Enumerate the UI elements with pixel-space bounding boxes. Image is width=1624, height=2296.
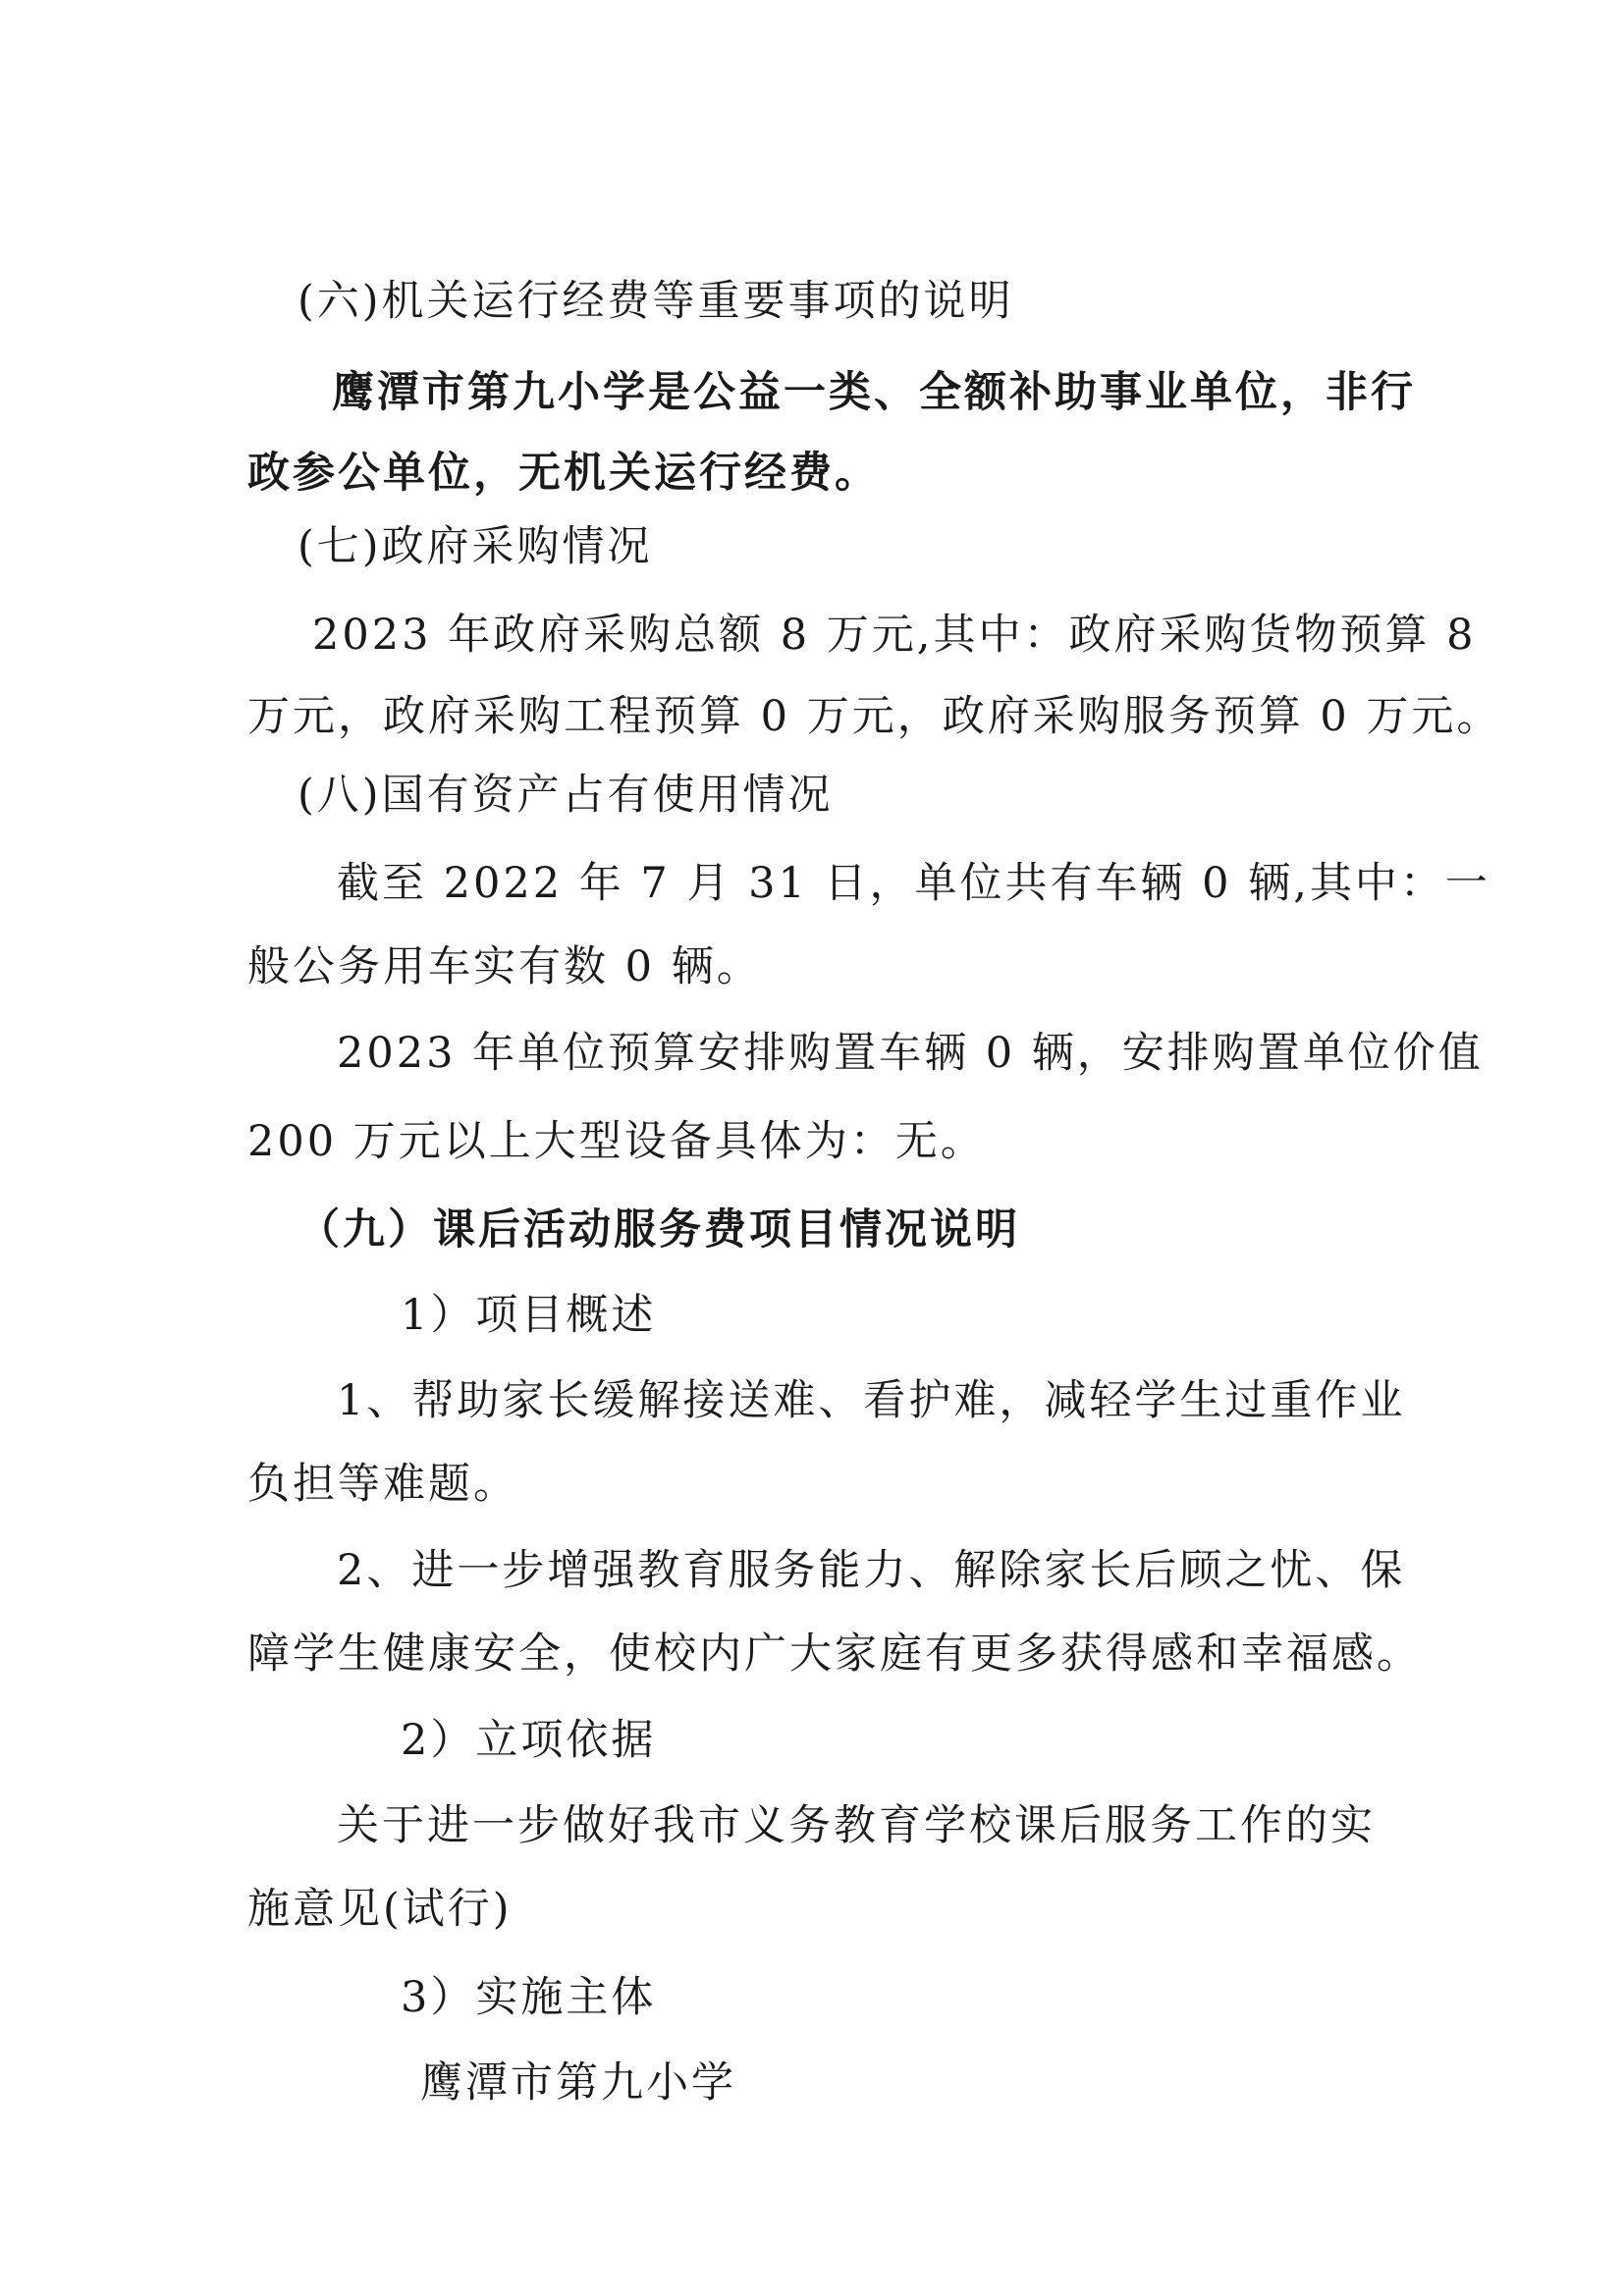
section-9-subheading-1: 1）项目概述 — [401, 1291, 657, 1340]
section-7-heading: (七)政府采购情况 — [298, 522, 653, 571]
section-6-paragraph-line-1: 鹰潭市第九小学是公益一类、全额补助事业单位，非行 — [332, 368, 1416, 417]
section-9-heading: （九）课后活动服务费项目情况说明 — [298, 1205, 1020, 1255]
section-8-paragraph-1-line-2: 般公务用车实有数 0 辆。 — [247, 942, 762, 991]
section-9-item-1-line-2: 负担等难题。 — [247, 1460, 518, 1509]
section-7-paragraph-line-1: 2023 年政府采购总额 8 万元,其中：政府采购货物预算 8 — [312, 611, 1477, 660]
section-9-basis-line-2: 施意见(试行) — [247, 1885, 513, 1934]
section-8-heading: (八)国有资产占有使用情况 — [298, 771, 834, 820]
section-9-subheading-2: 2）立项依据 — [401, 1716, 657, 1765]
section-6-paragraph-line-2: 政参公单位，无机关运行经费。 — [247, 449, 880, 498]
section-9-item-2-line-1: 2、进一步增强教育服务能力、解除家长后顾之忧、保 — [337, 1546, 1406, 1595]
section-9-subheading-3: 3）实施主体 — [401, 1973, 657, 2022]
section-6-heading: (六)机关运行经费等重要事项的说明 — [298, 277, 1014, 326]
section-9-item-1-line-1: 1、帮助家长缓解接送难、看护难，减轻学生过重作业 — [337, 1376, 1406, 1425]
section-8-paragraph-1-line-1: 截至 2022 年 7 月 31 日，单位共有车辆 0 辆,其中：一 — [337, 859, 1490, 908]
section-9-entity: 鹰潭市第九小学 — [420, 2058, 736, 2108]
section-7-paragraph-line-2: 万元，政府采购工程预算 0 万元，政府采购服务预算 0 万元。 — [247, 692, 1502, 741]
section-9-item-2-line-2: 障学生健康安全，使校内广大家庭有更多获得感和幸福感。 — [247, 1629, 1422, 1679]
section-8-paragraph-2-line-1: 2023 年单位预算安排购置车辆 0 辆，安排购置单位价值 — [337, 1029, 1484, 1078]
section-8-paragraph-2-line-2: 200 万元以上大型设备具体为：无。 — [247, 1117, 986, 1166]
section-9-basis-line-1: 关于进一步做好我市义务教育学校课后服务工作的实 — [337, 1801, 1376, 1850]
